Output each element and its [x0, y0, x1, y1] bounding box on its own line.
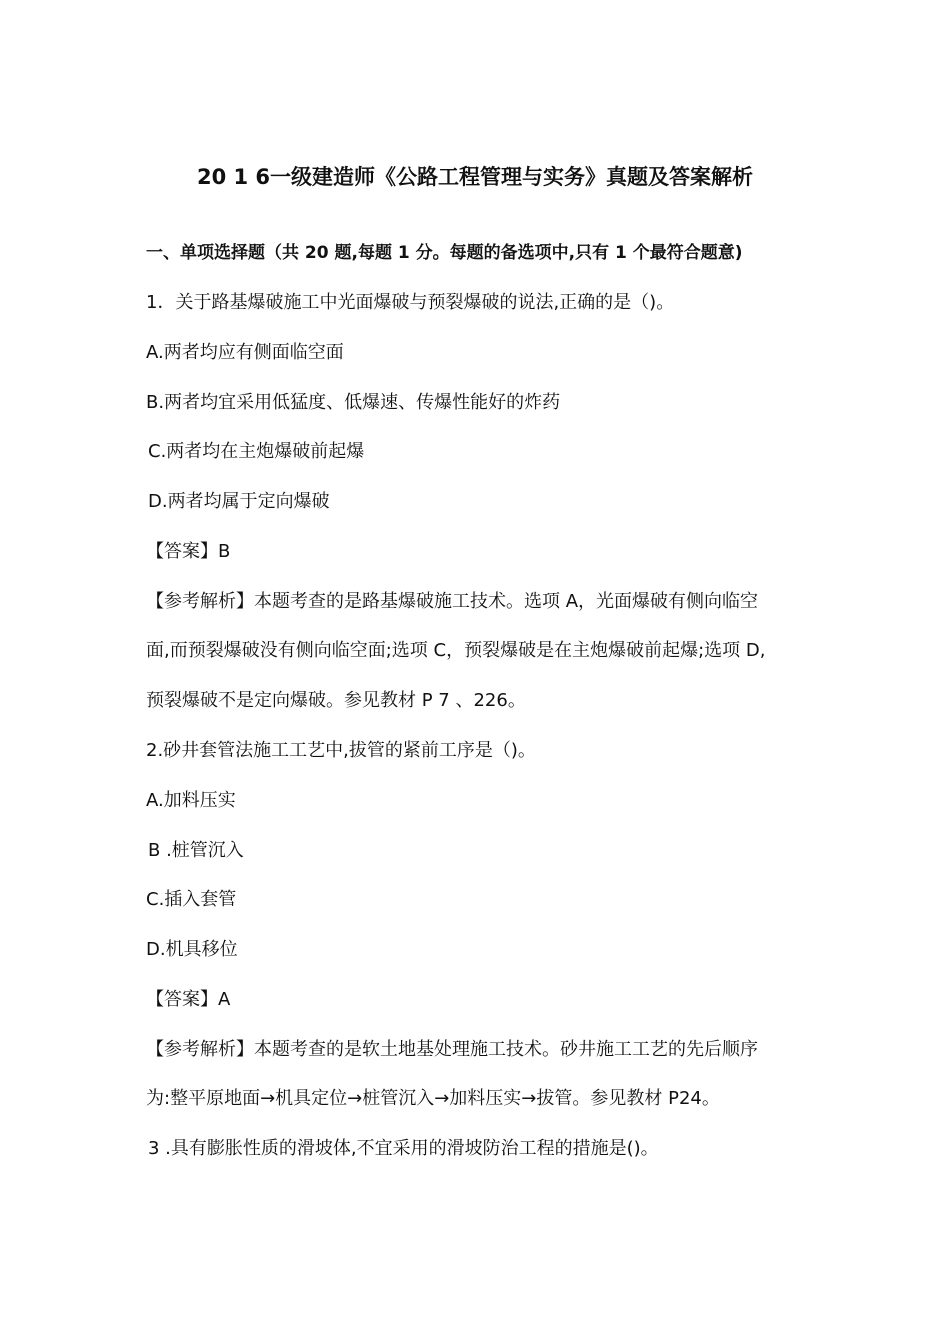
question-2-option-d: D.机具移位: [146, 939, 238, 960]
question-1-option-a: A.两者均应有侧面临空面: [146, 342, 344, 363]
question-2-option-a: A.加料压实: [146, 790, 236, 811]
question-2-analysis-line-2: 为:整平原地面→机具定位→桩管沉入→加料压实→拔管。参见教材 P24。: [146, 1088, 720, 1109]
question-1-option-d: D.两者均属于定向爆破: [148, 491, 330, 512]
question-1-analysis-line-1: 【参考解析】本题考查的是路基爆破施工技术。选项 A，光面爆破有侧向临空: [146, 591, 759, 612]
question-1-stem: 1．关于路基爆破施工中光面爆破与预裂爆破的说法,正确的是（)。: [146, 292, 675, 313]
question-2-analysis-line-1: 【参考解析】本题考查的是软土地基处理施工技术。砂井施工工艺的先后顺序: [146, 1039, 758, 1060]
question-2-option-b: B .桩管沉入: [148, 840, 244, 861]
document-title: 20 1 6一级建造师《公路工程管理与实务》真题及答案解析: [196, 165, 754, 189]
question-2-stem: 2.砂井套管法施工工艺中,拔管的紧前工序是（)。: [146, 740, 536, 761]
question-2-answer: 【答案】A: [146, 989, 231, 1010]
question-1-option-b: B.两者均宜采用低猛度、低爆速、传爆性能好的炸药: [146, 392, 561, 413]
question-1-answer: 【答案】B: [146, 541, 231, 562]
question-3-stem: 3 .具有膨胀性质的滑坡体,不宜采用的滑坡防治工程的措施是()。: [148, 1138, 659, 1159]
section-header: 一、单项选择题（共 20 题,每题 1 分。每题的备选项中,只有 1 个最符合题意): [146, 243, 743, 263]
question-1-analysis-line-3: 预裂爆破不是定向爆破。参见教材 P 7 、226。: [146, 690, 526, 711]
question-1-option-c: C.两者均在主炮爆破前起爆: [148, 441, 365, 462]
question-2-option-c: C.插入套管: [146, 889, 237, 910]
question-1-analysis-line-2: 面,而预裂爆破没有侧向临空面;选项 C，预裂爆破是在主炮爆破前起爆;选项 D,: [146, 640, 766, 661]
